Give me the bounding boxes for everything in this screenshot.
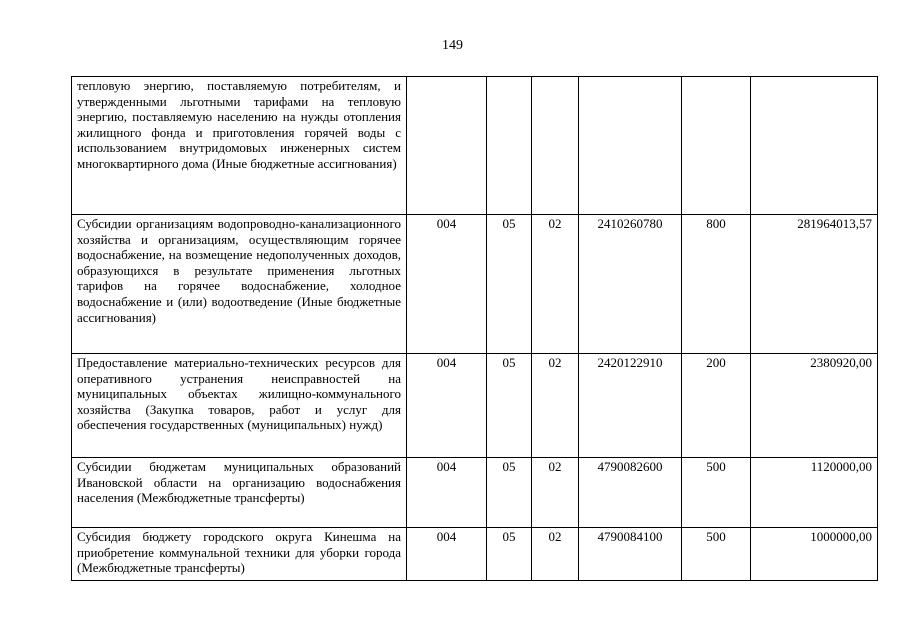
expense-type-code: 500 (682, 528, 751, 581)
expense-type-code (682, 77, 751, 215)
section-code: 05 (487, 528, 532, 581)
table-row (72, 77, 878, 215)
subsection-code: 02 (532, 528, 579, 581)
expense-type-code: 800 (682, 215, 751, 354)
table-row (72, 215, 878, 354)
amount (751, 77, 878, 215)
section-code: 05 (487, 215, 532, 354)
table-row (72, 528, 878, 581)
amount: 281964013,57 (751, 215, 878, 354)
row-description: Предоставление материально-технических ресурсов для оперативного устранения неисправностей на муниципальных объектах жилищно-коммунального хозяйства (Закупка товаров, работ и услуг для обеспечения государственных (муниципальных) нужд) (72, 354, 407, 458)
section-code: 05 (487, 458, 532, 528)
expense-type-code: 500 (682, 458, 751, 528)
target-article-code: 2410260780 (579, 215, 682, 354)
section-code (487, 77, 532, 215)
budget-table (71, 76, 878, 581)
subsection-code: 02 (532, 215, 579, 354)
ministry-code: 004 (407, 528, 487, 581)
subsection-code: 02 (532, 354, 579, 458)
row-description: Субсидии организациям водопроводно-канализационного хозяйства и организациям, осуществляющим горячее водоснабжение, на возмещение недополученных доходов, образующихся в результате применения льготных тарифов на горячее водоснабжение, холодное водоснабжение и (или) водоотведение (Иные бюджетные ассигнования) (72, 215, 407, 354)
amount: 1000000,00 (751, 528, 878, 581)
ministry-code (407, 77, 487, 215)
target-article-code: 4790084100 (579, 528, 682, 581)
subsection-code: 02 (532, 458, 579, 528)
target-article-code (579, 77, 682, 215)
section-code: 05 (487, 354, 532, 458)
table-row (72, 458, 878, 528)
target-article-code: 2420122910 (579, 354, 682, 458)
target-article-code: 4790082600 (579, 458, 682, 528)
ministry-code: 004 (407, 354, 487, 458)
amount: 1120000,00 (751, 458, 878, 528)
ministry-code: 004 (407, 215, 487, 354)
row-description: Субсидии бюджетам муниципальных образований Ивановской области на организацию водоснабжения населения (Межбюджетные трансферты) (72, 458, 407, 528)
ministry-code: 004 (407, 458, 487, 528)
amount: 2380920,00 (751, 354, 878, 458)
page-number: 149 (442, 38, 463, 53)
row-description: тепловую энергию, поставляемую потребителям, и утвержденными льготными тарифами на тепловую энергию, поставляемую населению на нужды отопления жилищного фонда и приготовления горячей воды с использованием внутридомовых инженерных систем многоквартирного дома (Иные бюджетные ассигнования) (72, 77, 407, 215)
row-description: Субсидия бюджету городского округа Кинешма на приобретение коммунальной техники для уборки города (Межбюджетные трансферты) (72, 528, 407, 581)
subsection-code (532, 77, 579, 215)
table-row (72, 354, 878, 458)
expense-type-code: 200 (682, 354, 751, 458)
